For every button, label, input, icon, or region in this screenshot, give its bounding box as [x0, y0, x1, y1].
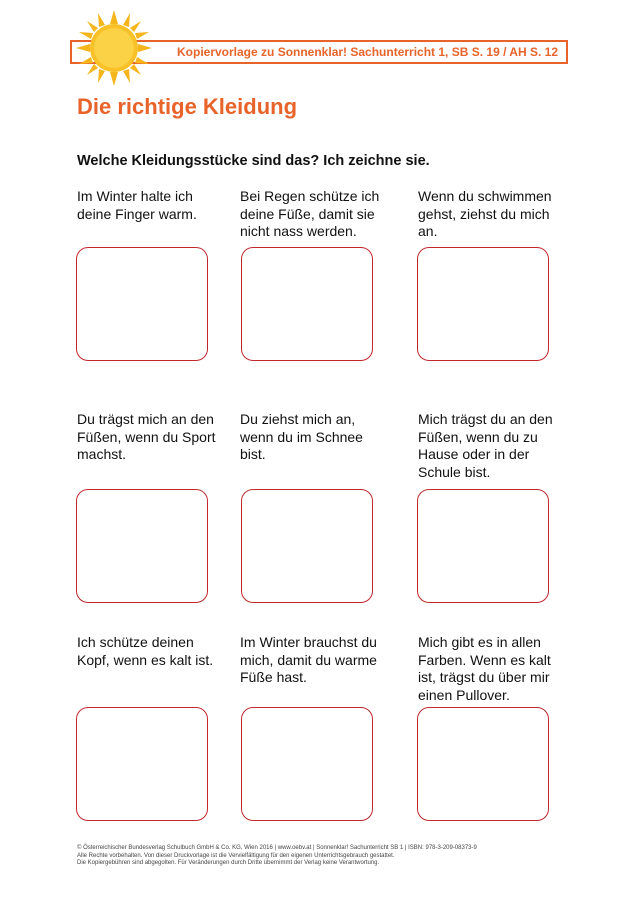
- cell-text-6: Mich trägst du an den Füßen, wenn du zu Hause oder in der Schule bist.: [418, 411, 553, 480]
- drawing-box-4[interactable]: [76, 489, 208, 603]
- footer-line-3: Die Kopiergebühren sind abgegolten. Für Veränderungen durch Dritte übernimmt der Verlag keine Verantwortung.: [77, 860, 380, 866]
- cell-text-8: Im Winter brauchst du mich, damit du warme Füße hast.: [240, 634, 377, 685]
- drawing-box-1[interactable]: [76, 247, 208, 361]
- drawing-box-8[interactable]: [241, 707, 373, 821]
- cell-text-3: Wenn du schwimmen gehst, ziehst du mich an.: [418, 188, 552, 239]
- header-text: Kopiervorlage zu Sonnenklar! Sachunterricht 1, SB S. 19 / AH S. 12: [177, 45, 558, 59]
- cell-text-1: Im Winter halte ich deine Finger warm.: [77, 188, 197, 222]
- drawing-box-7[interactable]: [76, 707, 208, 821]
- cell-text-4: Du trägst mich an den Füßen, wenn du Sport machst.: [77, 411, 216, 462]
- cell-text-5: Du ziehst mich an, wenn du im Schnee bist.: [240, 411, 363, 462]
- drawing-box-6[interactable]: [417, 489, 549, 603]
- page-title: Die richtige Kleidung: [77, 94, 298, 119]
- sun-icon: [74, 8, 154, 88]
- footer: [77, 845, 577, 868]
- footer-line-2: Alle Rechte vorbehalten. Von dieser Druckvorlage ist die Vervielfältigung für den eigenen Unterrichtsgebrauch gestattet.: [77, 852, 395, 859]
- cell-text-9: Mich gibt es in allen Farben. Wenn es kalt ist, trägst du über mir einen Pullover.: [418, 634, 551, 703]
- drawing-box-9[interactable]: [417, 707, 549, 821]
- drawing-box-2[interactable]: [241, 247, 373, 361]
- drawing-box-5[interactable]: [241, 489, 373, 603]
- instruction-text: Welche Kleidungsstücke sind das? Ich zeichne sie.: [77, 153, 430, 169]
- drawing-box-3[interactable]: [417, 247, 549, 361]
- footer-line-1: © Österreichischer Bundesverlag Schulbuch GmbH & Co. KG, Wien 2016 | www.oebv.at | Sonnenklar! Sachunterricht SB 1 | ISBN: 978-3-209-08373-9: [77, 845, 477, 851]
- cell-text-2: Bei Regen schütze ich deine Füße, damit sie nicht nass werden.: [240, 188, 380, 239]
- cell-text-7: Ich schütze deinen Kopf, wenn es kalt ist.: [77, 634, 214, 668]
